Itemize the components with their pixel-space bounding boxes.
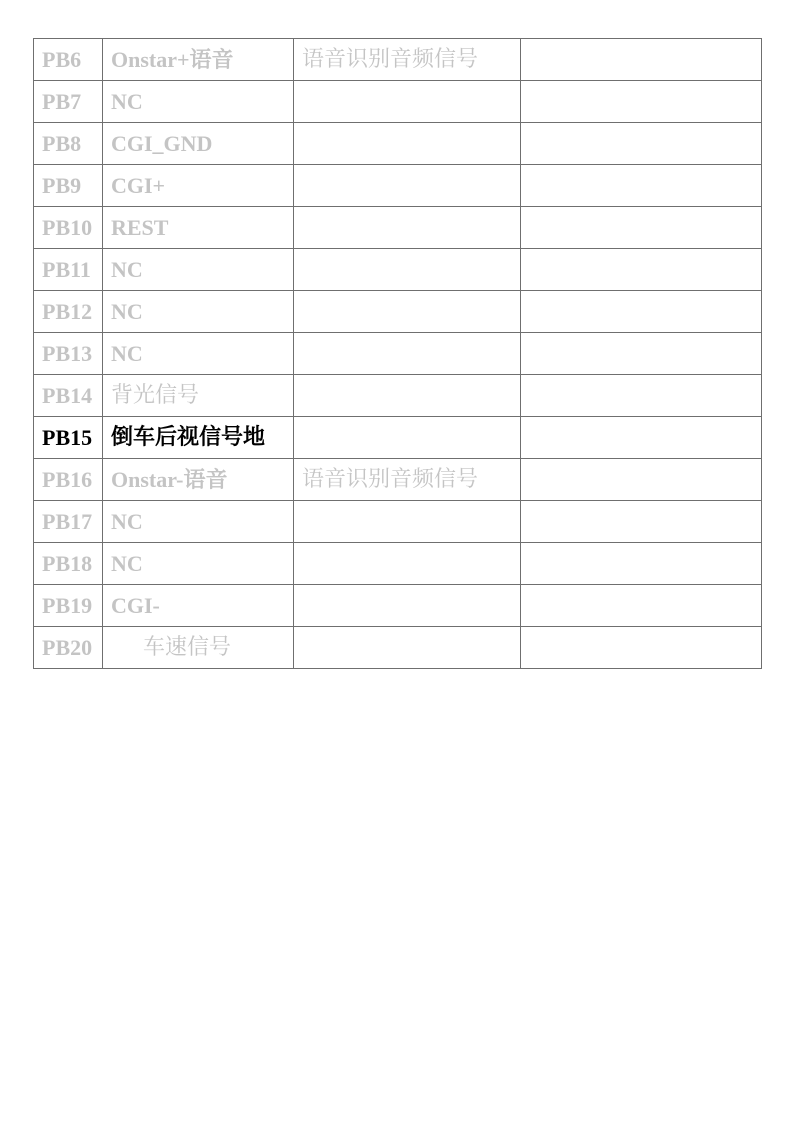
pin-cell: PB12: [34, 291, 103, 333]
note-cell: [521, 417, 762, 459]
signal-name-cell: NC: [103, 249, 294, 291]
description-cell: [294, 249, 521, 291]
signal-name-cell: CGI_GND: [103, 123, 294, 165]
note-cell: [521, 81, 762, 123]
signal-name-cell: NC: [103, 501, 294, 543]
signal-name-cell: NC: [103, 81, 294, 123]
description-cell: 语音识别音频信号: [294, 459, 521, 501]
description-cell: [294, 333, 521, 375]
description-cell: [294, 627, 521, 669]
table-row: [34, 543, 762, 585]
description-cell: [294, 375, 521, 417]
table-row: [34, 249, 762, 291]
table-body: [34, 39, 762, 669]
note-cell: [521, 375, 762, 417]
pin-cell: PB20: [34, 627, 103, 669]
note-cell: [521, 501, 762, 543]
table-row: [34, 207, 762, 249]
table-row: [34, 375, 762, 417]
pin-cell: PB15: [34, 417, 103, 459]
signal-name-cell: 倒车后视信号地: [103, 417, 294, 459]
pin-cell: PB7: [34, 81, 103, 123]
table-row: [34, 627, 762, 669]
signal-name-cell: NC: [103, 291, 294, 333]
table-row: [34, 39, 762, 81]
table-row: [34, 165, 762, 207]
note-cell: [521, 165, 762, 207]
table-row-highlighted: [34, 417, 762, 459]
pin-cell: PB14: [34, 375, 103, 417]
table-row: [34, 585, 762, 627]
signal-name-cell: NC: [103, 333, 294, 375]
description-cell: [294, 585, 521, 627]
pin-cell: PB11: [34, 249, 103, 291]
table-row: [34, 123, 762, 165]
pin-cell: PB10: [34, 207, 103, 249]
table-row: [34, 333, 762, 375]
note-cell: [521, 207, 762, 249]
pin-cell: PB6: [34, 39, 103, 81]
description-cell: [294, 291, 521, 333]
description-cell: [294, 81, 521, 123]
pin-cell: PB9: [34, 165, 103, 207]
signal-name-cell: NC: [103, 543, 294, 585]
pin-definition-table: [33, 38, 762, 669]
pin-cell: PB18: [34, 543, 103, 585]
pin-cell: PB17: [34, 501, 103, 543]
signal-name-cell: REST: [103, 207, 294, 249]
description-cell: [294, 501, 521, 543]
note-cell: [521, 291, 762, 333]
signal-name-cell: CGI+: [103, 165, 294, 207]
note-cell: [521, 249, 762, 291]
note-cell: [521, 627, 762, 669]
table-row: [34, 291, 762, 333]
description-cell: 语音识别音频信号: [294, 39, 521, 81]
note-cell: [521, 585, 762, 627]
table-row: [34, 501, 762, 543]
note-cell: [521, 39, 762, 81]
signal-name-cell: Onstar+语音: [103, 39, 294, 81]
description-cell: [294, 207, 521, 249]
signal-name-cell: 背光信号: [103, 375, 294, 417]
description-cell: [294, 165, 521, 207]
note-cell: [521, 333, 762, 375]
signal-name-cell: CGI-: [103, 585, 294, 627]
note-cell: [521, 123, 762, 165]
description-cell: [294, 123, 521, 165]
description-cell: [294, 543, 521, 585]
table-row: [34, 459, 762, 501]
pin-cell: PB13: [34, 333, 103, 375]
note-cell: [521, 459, 762, 501]
signal-name-cell: Onstar-语音: [103, 459, 294, 501]
table-row: [34, 81, 762, 123]
description-cell: [294, 417, 521, 459]
signal-name-cell: 车速信号: [103, 627, 294, 669]
pin-cell: PB16: [34, 459, 103, 501]
note-cell: [521, 543, 762, 585]
pin-cell: PB19: [34, 585, 103, 627]
pin-cell: PB8: [34, 123, 103, 165]
